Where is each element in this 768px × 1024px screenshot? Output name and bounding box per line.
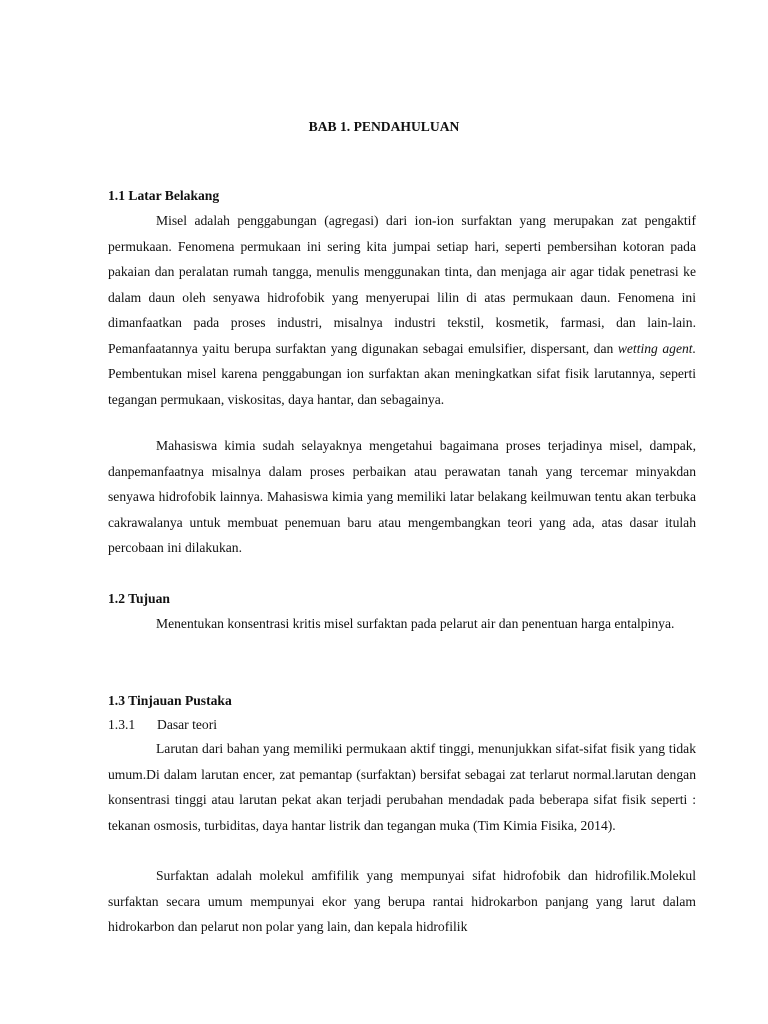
section-1-3-paragraph-2: Surfaktan adalah molekul amfifilik yang mempunyai sifat hidrofobik dan hidrofilik.Molekul surfaktan secara umum mempunyai ekor yang berupa rantai hidrokarbon panjang yang larut dalam hidrokarbon dan pelarut non polar yang lain, dan kepala hidrofilik xyxy=(108,868,696,934)
section-1-1-heading: 1.1 Latar Belakang xyxy=(108,188,220,203)
subsection-1-3-1-heading xyxy=(108,717,217,733)
section-1-3-paragraph-1: Larutan dari bahan yang memiliki permukaan aktif tinggi, menunjukkan sifat-sifat fisik yang tidak umum.Di dalam larutan encer, zat pemantap (surfaktan) bersifat sebagai zat terlarut normal.larutan dengan konsentrasi tinggi atau larutan pekat akan terjadi perubahan mendadak pada beberapa sifat fisik seperti : tekanan osmosis, turbiditas, daya hantar listrik dan tegangan muka (Tim Kimia Fisika, 2014). xyxy=(108,741,696,833)
section-1-3-heading: 1.3 Tinjauan Pustaka xyxy=(108,693,232,708)
subsection-title: Dasar teori xyxy=(157,717,218,732)
italic-term: wetting agent. xyxy=(617,340,696,356)
section-1-1-paragraph-1 xyxy=(108,208,696,412)
section-1-1-paragraph-2: Mahasiswa kimia sudah selayaknya mengetahui bagaimana proses terjadinya misel, dampak, danpemanfaatnya misalnya dalam proses perbaikan atau perawatan tanah yang tercemar minyakdan senyawa hidrofobik lainnya. Mahasiswa kimia yang memiliki latar belakang keilmuwan tentu akan terbuka cakrawalanya untuk membuat penemuan baru atau mengembangkan teori yang ada, atas dasar itulah percobaan ini dilakukan. xyxy=(108,438,696,555)
chapter-title: BAB 1. PENDAHULUAN xyxy=(308,119,460,134)
section-1-2-heading: 1.2 Tujuan xyxy=(108,591,170,606)
paragraph-text: Misel adalah penggabungan (agregasi) dari ion-ion surfaktan yang merupakan zat pengaktif permukaan. Fenomena permukaan ini sering kita jumpai setiap hari, seperti pembersihan kotoran pada pakaian dan peralatan rumah tangga, menulis menggunakan tinta, dan menjaga air agar tidak penetrasi ke dalam daun oleh senyawa hidrofobik yang menyerupai lilin di atas permukaan daun. Fenomena ini dimanfaatkan pada proses industri, misalnya industri tekstil, kosmetik, farmasi, dan lain-lain. Pemanfaatannya yaitu berupa surfaktan yang digunakan sebagai emulsifier, dispersant, dan xyxy=(108,213,696,356)
paragraph-text: Pembentukan misel karena penggabungan ion surfaktan akan meningkatkan sifat fisik larutannya, seperti tegangan permukaan, viskositas, daya hantar, dan sebagainya. xyxy=(108,366,696,407)
section-1-2-paragraph: Menentukan konsentrasi kritis misel surfaktan pada pelarut air dan penentuan harga entalpinya. xyxy=(156,616,675,631)
subsection-number: 1.3.1 xyxy=(108,717,136,732)
